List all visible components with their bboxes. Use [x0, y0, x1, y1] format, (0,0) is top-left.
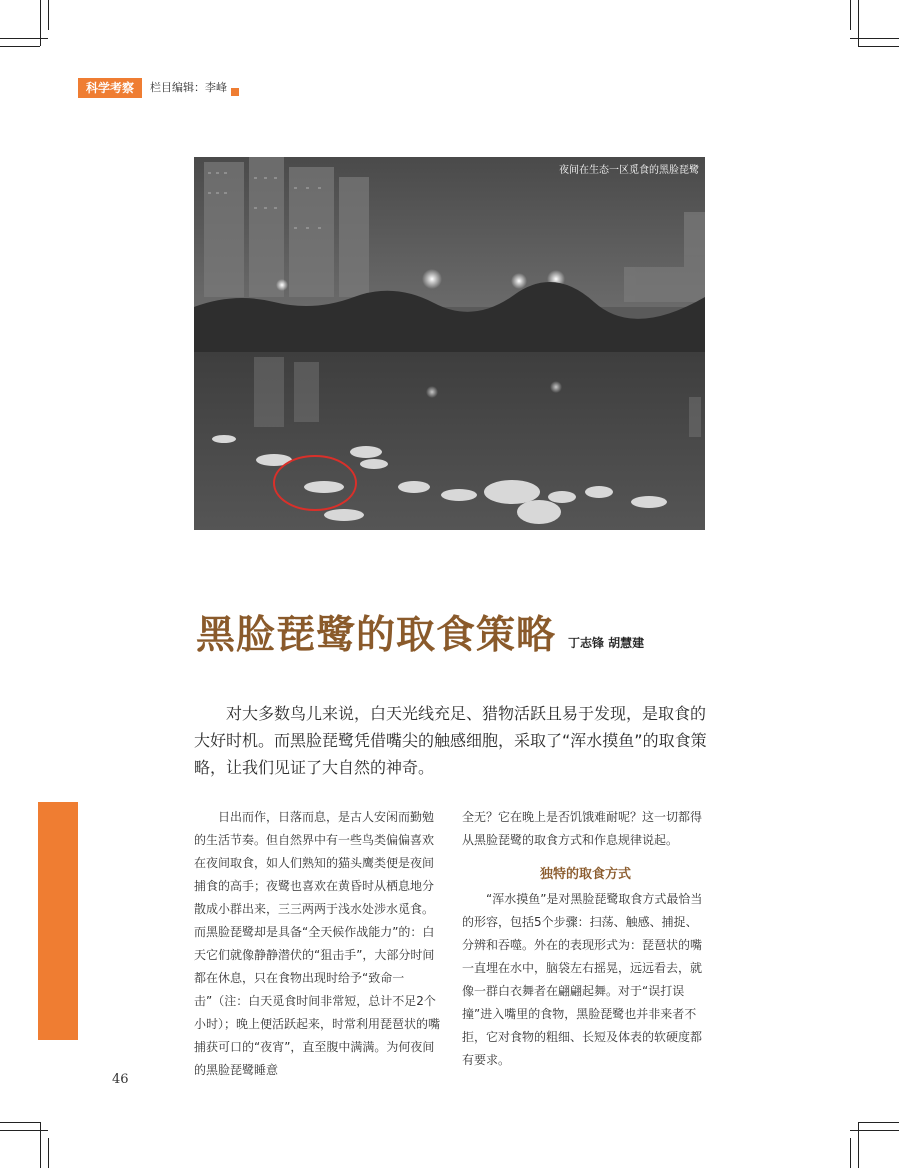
crop-mark-tr-h: [858, 46, 899, 47]
crop-mark-br-v2: [850, 1138, 851, 1168]
crop-mark-tl-v: [40, 0, 41, 46]
night-photo-spoonbills: [194, 157, 705, 530]
crop-mark-tl-h2: [0, 38, 48, 39]
article-authors: 丁志锋 胡慧建: [568, 636, 645, 650]
crop-mark-bl-h2: [0, 1130, 48, 1131]
crop-mark-bl-v: [40, 1122, 41, 1168]
crop-mark-br-v: [858, 1122, 859, 1168]
section-tag: 科学考察: [78, 78, 142, 98]
article-title: 黑脸琵鹭的取食策略: [196, 613, 557, 658]
crop-mark-tr-v2: [850, 0, 851, 30]
orange-side-bar: [38, 802, 78, 1040]
crop-mark-bl-h: [0, 1122, 40, 1123]
crop-mark-tr-v: [858, 0, 859, 46]
crop-mark-bl-v2: [48, 1138, 49, 1168]
photo-scene: [194, 157, 705, 530]
body-column-right: [462, 806, 709, 1072]
page-number: 46: [112, 1072, 129, 1087]
column-editor: 栏目编辑：李峰: [150, 81, 228, 94]
section-subheading: 独特的取食方式: [539, 867, 631, 882]
body-paragraph: “浑水摸鱼”是对黑脸琵鹭取食方式最恰当的形容，包括5个步骤：扫荡、触感、捕捉、分辨和吞噬。外在的表现形式为：琵琶状的嘴一直埋在水中，脑袋左右摇晃，远远看去，就像一群白衣舞者在翩翩起舞。对于“误打误撞”进入嘴里的食物，黑脸琵鹭也并非来者不拒，它对食物的粗细、长短及体表的软硬度都有要求。: [462, 892, 703, 1067]
crop-mark-tl-v2: [48, 0, 49, 30]
orange-square-marker: [231, 88, 239, 96]
photo-caption: 夜间在生态一区觅食的黑脸琵鹭: [559, 165, 699, 176]
crop-mark-br-h: [858, 1122, 899, 1123]
crop-mark-tl-h: [0, 46, 40, 47]
body-column-left: 日出而作，日落而息，是古人安闲而勤勉的生活节奏。但自然界中有一些鸟类偏偏喜欢在夜间取食，如人们熟知的猫头鹰类便是夜间捕食的高手；夜鹭也喜欢在黄昏时从栖息地分散成小群出来，三三两两于浅水处涉水觅食。而黑脸琵鹭却是具备“全天候作战能力”的：白天它们就像静静潜伏的“狙击手”，大部分时间都在休息，只在食物出现时给予“致命一击”（注：白天觅食时间非常短，总计不足2个小时）；晚上便活跃起来，时常利用琵琶状的嘴捕获可口的“夜宵”，直至腹中满满。为何夜间的黑脸琵鹭睡意: [194, 810, 441, 1077]
article-lead: 对大多数鸟儿来说，白天光线充足、猎物活跃且易于发现，是取食的大好时机。而黑脸琵鹭凭借嘴尖的触感细胞，采取了“浑水摸鱼”的取食策略，让我们见证了大自然的神奇。: [194, 704, 707, 777]
crop-mark-br-h2: [850, 1130, 899, 1131]
body-paragraph: 全无？它在晚上是否饥饿难耐呢？这一切都得从黑脸琵鹭的取食方式和作息规律说起。: [462, 810, 703, 847]
section-header: [78, 78, 239, 98]
crop-mark-tr-h2: [850, 38, 899, 39]
